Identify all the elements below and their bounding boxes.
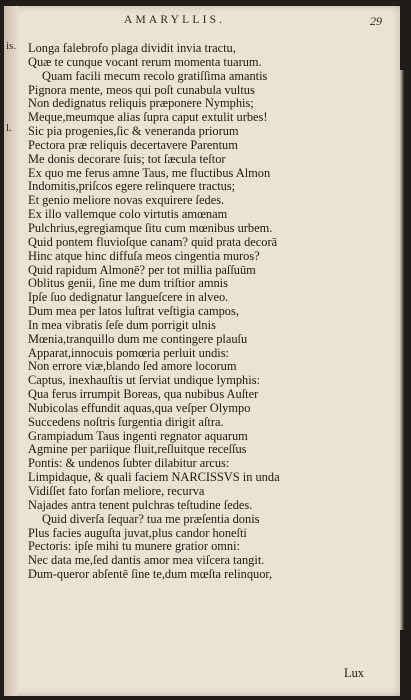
- marginal-note: l.: [6, 122, 12, 134]
- verse-line: Grampiadum Taus ingenti regnator aquarum: [28, 429, 248, 443]
- verse-line: Quæ te cunque vocant rerum momenta tuarum.: [28, 55, 262, 69]
- verse-line: Non dedignatus reliquis præponere Nymphis;: [28, 97, 254, 111]
- verse-line: Et genio meliore novas exquirere ſedes.: [28, 194, 225, 208]
- verse-line: Quam facili mecum recolo gratiſſima amantis: [42, 69, 268, 83]
- verse-line: Non errore viæ,blando ſed amore locorum: [28, 360, 237, 374]
- catchword: Lux: [344, 666, 364, 680]
- verse-text: [28, 42, 383, 582]
- verse-line: In mea vibratis ſeſe dum porrigit ulnis: [28, 318, 216, 332]
- verse-line: Ex illo vallemque colo virtutis amœnam: [28, 208, 228, 222]
- verse-line: Quid diverſa ſequar? tua me præſentia donis: [42, 512, 260, 526]
- verse-line: Quid rapidum Almonē? per tot millia paſſuūm: [28, 263, 256, 277]
- verse-line: Vidiſſet fato forſan meliore, recurva: [28, 485, 205, 498]
- verse-line: Me donis decorare ſuis; tot ſæcula teſtor: [28, 152, 226, 166]
- verse-line: Captus, inexhauſtis ut ſerviat undique lymphis:: [28, 374, 260, 388]
- verse-line: Dum mea per latos luſtrat veſtigia campos,: [28, 305, 239, 319]
- verse-line: Agmine per pariique fluit,reſluitque receſſus: [28, 443, 247, 457]
- verse-line: Succedens noſtris ſurgentia dirigit aſtra.: [28, 415, 224, 429]
- verse-line: Quid pontem fluvioſque canam? quid prata decorā: [28, 235, 278, 249]
- verse-line: Nubicolas effundit aquas,qua veſper Olympo: [28, 401, 251, 415]
- page-number: 29: [370, 14, 382, 28]
- verse-line: Ipſe ſuo dedignatur langueſcere in alveo.: [28, 291, 229, 305]
- verse-line: Limpidaque, & quali faciem NARCISSVS in unda: [28, 471, 280, 485]
- verse-line: Plus facies auguſta juvat,plus candor honeſti: [28, 526, 247, 540]
- page-gutter: [4, 6, 18, 696]
- page-edge-shadow: [400, 70, 404, 630]
- verse-line: Pectoris: ipſe mihi tu munere gratior omni:: [28, 540, 240, 554]
- verse-line: Mœnia,tranquillo dum me contingere plauſu: [28, 332, 248, 346]
- verse-line: Hinc atque hinc diffuſa meos cingentia muros?: [28, 249, 260, 263]
- book-page: [4, 6, 400, 696]
- verse-line: Meque,meumque alias ſupra caput extulit urbes!: [28, 111, 268, 125]
- verse-line: Indomitis,priſcos egere relinquere tractus;: [28, 180, 236, 194]
- verse-line: Qua ferus irrumpit Boreas, qua nubibus Auſter: [28, 388, 259, 402]
- verse-line: Oblitus genii, ſine me dum triſtior amnis: [28, 277, 228, 291]
- marginal-note: is.: [6, 40, 17, 52]
- verse-line: Ex quo me ferus amne Taus, me fluctibus Almon: [28, 166, 271, 180]
- running-title: AMARYLLIS.: [124, 14, 226, 26]
- verse-line: Dum-queror abſentē ſine te,dum mœſta relinquor,: [28, 568, 273, 582]
- verse-line: Pontis: & undenos ſubter dilabitur arcus:: [28, 457, 230, 471]
- verse-line: Pulchrius,egregiamque ſitu cum mœnibus urbem.: [28, 221, 273, 235]
- verse-line: Nec data me,ſed dantis amor mea viſcera tangit.: [28, 554, 265, 568]
- verse-line: Apparat,innocuis pomœria perluit undis:: [28, 346, 229, 360]
- verse-line: Sic pia progenies,ſic & veneranda priorum: [28, 125, 239, 139]
- verse-line: Pignora mente, meos qui poſt cunabula vultus: [28, 83, 255, 97]
- verse-line: Najades antra tenent pulchras teſtudine ſedes.: [28, 498, 253, 512]
- verse-line: Pectora præ reliquis decertavere Parentum: [28, 138, 238, 152]
- verse-line: Longa falebrofo plaga dividit invia tractu,: [28, 42, 236, 55]
